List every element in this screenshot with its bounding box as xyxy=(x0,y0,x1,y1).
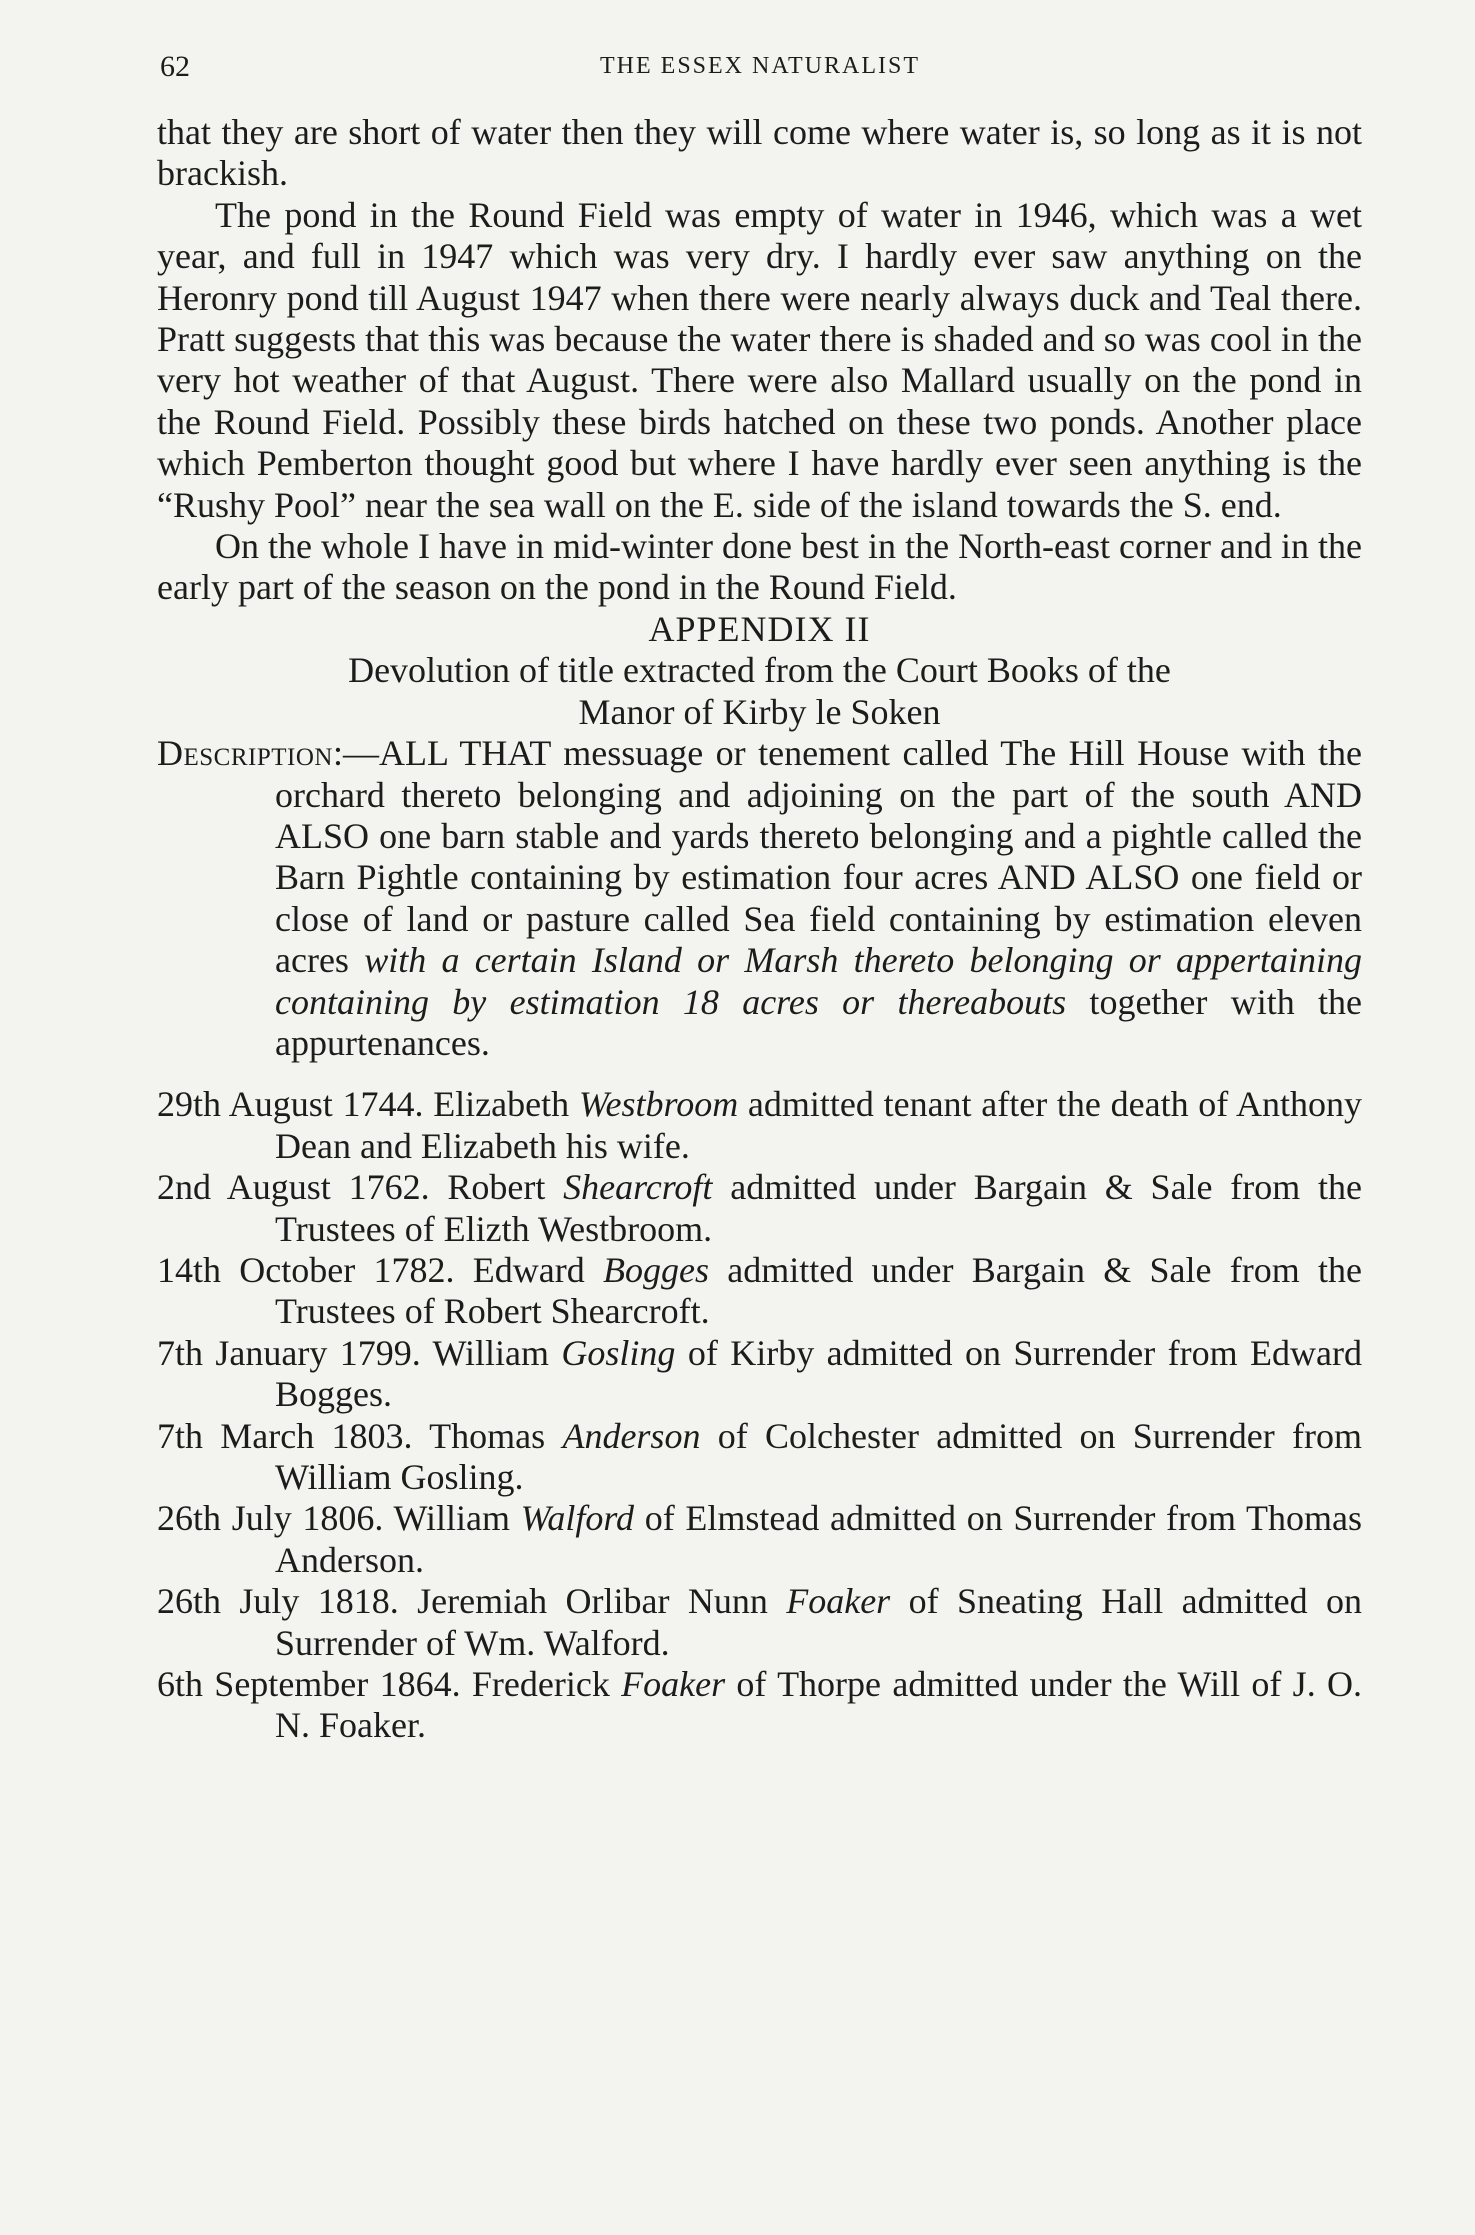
entry-date: 26th July 1806. xyxy=(157,1498,384,1539)
description-italic-text: with a certain Island or Marsh thereto belonging or appertaining containing by estimation 18 acres or thereabouts xyxy=(275,940,1363,1022)
entry-first-name: Frederick xyxy=(471,1664,610,1705)
entry-surname: Westbroom xyxy=(578,1084,739,1125)
entry-date: 14th October 1782. xyxy=(157,1249,455,1290)
entry-text: admitted tenant after the death of Anthony Dean and Elizabeth his wife. xyxy=(275,1084,1363,1166)
description-end-text: together with the appurtenances. xyxy=(275,981,1362,1063)
appendix-subtitle-line: Manor of Kirby le Soken xyxy=(578,691,941,732)
entry-surname: Foaker xyxy=(621,1664,726,1705)
entry-first-name: William xyxy=(432,1332,550,1373)
entry-date: 26th July 1818. xyxy=(157,1581,399,1622)
title-entry xyxy=(157,1581,1362,1664)
page-body xyxy=(157,112,1362,1747)
title-entry xyxy=(157,1664,1362,1747)
entry-first-name: William xyxy=(393,1498,510,1539)
entry-text: of Colchester admitted on Surrender from William Gosling. xyxy=(275,1415,1363,1497)
entry-first-name: Thomas xyxy=(429,1415,546,1456)
entry-text: of Sneating Hall admitted on Surrender of Wm. Walford. xyxy=(275,1581,1363,1663)
appendix-title: APPENDIX II xyxy=(648,608,871,649)
paragraph: that they are short of water then they will come where water is, so long as it is not brackish. xyxy=(157,112,1362,194)
entry-text: admitted under Bargain & Sale from the Trustees of Elizth Westbroom. xyxy=(275,1167,1363,1249)
description-label: Description xyxy=(157,733,333,774)
entry-first-name: Edward xyxy=(472,1249,585,1290)
entry-surname: Walford xyxy=(520,1498,635,1539)
entry-surname: Bogges xyxy=(602,1249,709,1290)
paragraph: On the whole I have in mid-winter done best in the North-east corner and in the early part of the season on the pond in the Round Field. xyxy=(157,526,1362,608)
entry-first-name: Jeremiah Orlibar Nunn xyxy=(417,1581,768,1622)
entry-date: 6th September 1864. xyxy=(157,1664,461,1705)
title-entry xyxy=(157,1416,1362,1499)
description-paragraph xyxy=(157,733,1362,1064)
description-separator: :— xyxy=(332,733,379,774)
entry-text: of Thorpe admitted under the Will of J. O. N. Foaker. xyxy=(275,1664,1362,1746)
entry-date: 7th January 1799. xyxy=(157,1332,421,1373)
entry-date: 7th March 1803. xyxy=(157,1415,413,1456)
entry-text: of Kirby admitted on Surrender from Edward Bogges. xyxy=(275,1332,1362,1415)
entry-text: of Elmstead admitted on Surrender from Thomas Anderson. xyxy=(275,1498,1363,1580)
entry-date: 29th August 1744. xyxy=(157,1084,424,1125)
entry-first-name: Elizabeth xyxy=(433,1084,570,1125)
page-number: 62 xyxy=(160,50,190,83)
appendix-subtitle-line: Devolution of title extracted from the Court Books of the xyxy=(348,650,1171,691)
paragraph: The pond in the Round Field was empty of water in 1946, which was a wet year, and full in 1947 which was very dry. I hardly ever saw anything on the Heronry pond till August 1947 when there were nearly always duck and Teal there. Pratt suggests that this was because the water there is shaded and so was cool in the very hot weather of that August. There were also Mallard usually on the pond in the Round Field. Possibly these birds hatched on these two ponds. Another place which Pemberton thought good but where I have hardly ever seen anything is the “Rushy Pool” near the sea wall on the E. side of the island towards the S. end. xyxy=(157,194,1362,525)
running-head: THE ESSEX NATURALIST xyxy=(600,53,920,79)
title-entries-list xyxy=(157,1084,1362,1747)
entry-surname: Foaker xyxy=(786,1581,891,1622)
entry-surname: Anderson xyxy=(562,1415,701,1456)
entry-surname: Shearcroft xyxy=(563,1167,713,1208)
title-entry xyxy=(157,1084,1362,1167)
appendix-subtitle xyxy=(157,650,1362,733)
page-header xyxy=(160,50,1360,90)
description-text: ALL THAT messuage or tenement called The Hill House with the orchard thereto belonging and adjoining on the part of the south AND ALSO one barn stable and yards thereto belonging and a pightle called the Barn Pightle containing by estimation four acres AND ALSO one field or close of land or pasture called Sea field containing by estimation eleven acres xyxy=(275,733,1362,981)
entry-date: 2nd August 1762. xyxy=(157,1167,430,1208)
title-entry xyxy=(157,1333,1362,1416)
title-entry xyxy=(157,1167,1362,1250)
entry-first-name: Robert xyxy=(447,1167,546,1208)
entry-text: admitted under Bargain & Sale from the Trustees of Robert Shearcroft. xyxy=(275,1249,1363,1332)
title-entry xyxy=(157,1250,1362,1333)
entry-surname: Gosling xyxy=(561,1332,676,1373)
title-entry xyxy=(157,1498,1362,1581)
